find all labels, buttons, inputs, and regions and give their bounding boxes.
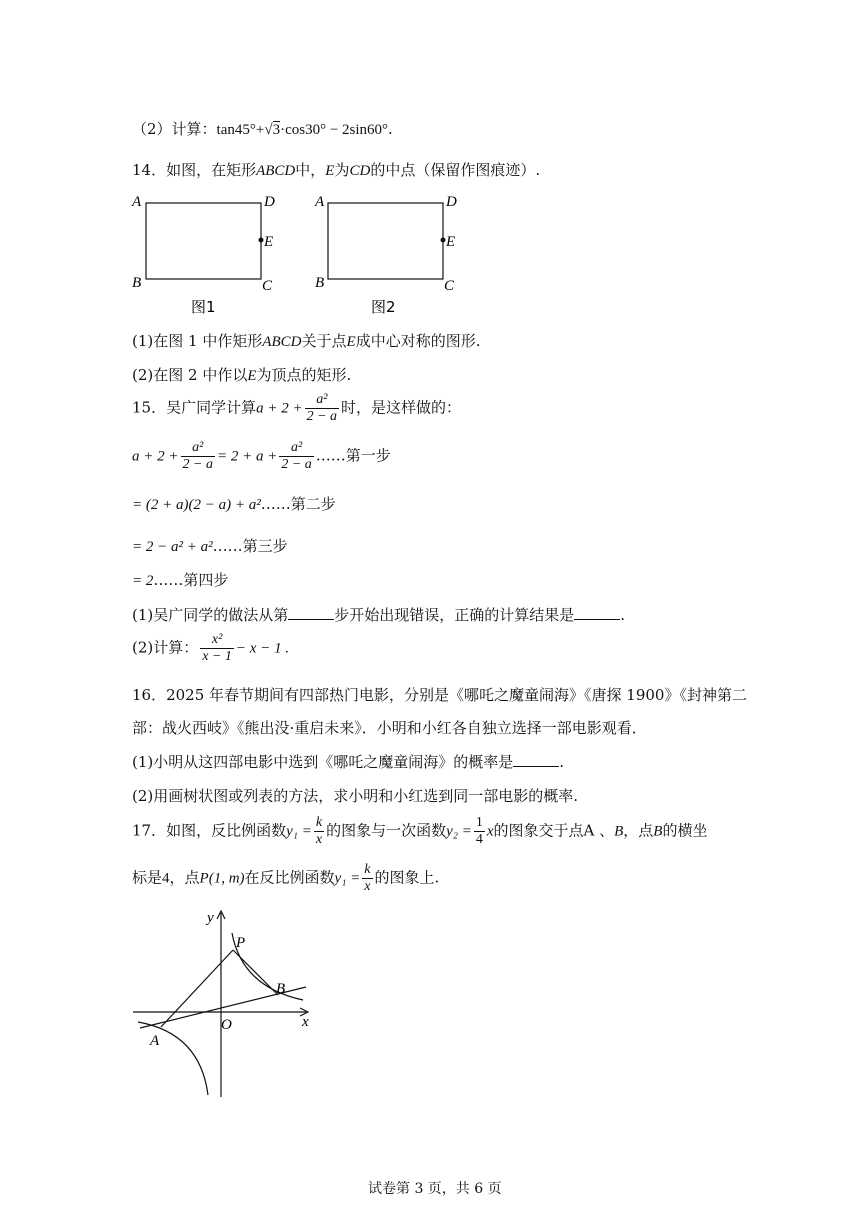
q13-expr-a: tan45° bbox=[216, 122, 256, 138]
label-o: O bbox=[221, 1017, 232, 1033]
q17-x: x bbox=[315, 832, 323, 847]
q15-step1-den1: 2 − a bbox=[182, 457, 213, 472]
q15-step1-mid: = 2 + a + bbox=[216, 448, 278, 465]
q17-l2-four: 4 bbox=[162, 870, 170, 887]
q14-prefix: 14．如图，在矩形 bbox=[132, 161, 257, 179]
q17-b2: B bbox=[653, 823, 663, 840]
q16-line1: 16．2025 年春节期间有四部热门电影，分别是《哪吒之魔童闹海》《唐探 1900》《封神第二 bbox=[132, 686, 747, 704]
q15-p1-mid: 步开始出现错误，正确的计算结果是 bbox=[334, 606, 575, 624]
q14-cd: CD bbox=[349, 163, 371, 179]
segment-ap bbox=[161, 950, 233, 1027]
q15-step3-expr: = 2 − a² + a² bbox=[132, 539, 213, 555]
sqrt-sign: √ bbox=[264, 122, 273, 138]
q15-step4-expr: = 2 bbox=[132, 573, 154, 589]
q15-p1-prefix: (1)吴广同学的做法从第 bbox=[132, 606, 289, 624]
q15-step1-frac1 bbox=[181, 440, 215, 473]
fig1-label-c: C bbox=[262, 278, 273, 294]
q13-part2 bbox=[132, 118, 393, 139]
q17-line1 bbox=[132, 815, 707, 848]
q15-step4 bbox=[132, 569, 228, 590]
answer-blank[interactable] bbox=[288, 605, 334, 620]
q14-p2-prefix: (2)在图 2 中作以 bbox=[132, 366, 248, 384]
q15-frac-num: a² bbox=[305, 392, 339, 409]
q14-figures bbox=[128, 190, 468, 320]
fig1-label-d: D bbox=[264, 194, 275, 210]
q13-label: （2）计算： bbox=[132, 120, 217, 138]
label-a: A bbox=[150, 1033, 160, 1049]
q17-l2-suffix: 的图象上. bbox=[374, 868, 440, 887]
q15-p2-suffix: − x − 1 . bbox=[235, 640, 290, 657]
q17-line2 bbox=[132, 862, 439, 895]
q17-l2-x: x bbox=[364, 879, 371, 894]
q13-radicand: 3 bbox=[272, 122, 281, 138]
q16-part1 bbox=[132, 751, 564, 772]
q17-frac-quarter bbox=[474, 815, 485, 848]
q17-one: 1 bbox=[475, 815, 483, 830]
q15-prefix: 15．吴广同学计算 bbox=[132, 398, 257, 417]
q15-step1-den2: 2 − a bbox=[281, 457, 312, 472]
fig2-caption: 图2 bbox=[371, 298, 396, 316]
q17-l2-prefix: 标是 bbox=[132, 868, 163, 887]
q15-step3-label: ……第三步 bbox=[212, 537, 288, 555]
fig1-point-e bbox=[259, 238, 264, 243]
q17-x-after: x bbox=[486, 823, 494, 840]
q14-p1-abcd: ABCD bbox=[262, 334, 302, 350]
q17-k: k bbox=[315, 815, 323, 830]
fig1-label-e: E bbox=[264, 234, 274, 250]
q14-p2-suffix: 为顶点的矩形. bbox=[256, 366, 352, 384]
fig2-point-e bbox=[441, 238, 446, 243]
fig1-rectangle bbox=[146, 203, 261, 279]
q17-prefix: 17．如图，反比例函数 bbox=[132, 821, 287, 840]
q14-p2-e: E bbox=[247, 368, 257, 384]
q14-p1-mid: 关于点 bbox=[301, 332, 347, 350]
q13-end: . bbox=[388, 120, 393, 138]
q14-e: E bbox=[325, 163, 335, 179]
page-footer: 试卷第 3 页，共 6 页 bbox=[368, 1181, 502, 1197]
q15-part1 bbox=[132, 604, 625, 625]
q15-step1-num1: a² bbox=[181, 440, 215, 457]
q17-y2: y₂ = bbox=[446, 823, 472, 840]
q17-l2-k: k bbox=[364, 862, 371, 877]
label-p: P bbox=[236, 935, 246, 951]
q17-y1: y₁ = bbox=[286, 823, 312, 840]
q15-step2-expr: = (2 + a)(2 − a) + a² bbox=[132, 497, 261, 513]
q14-p1-suffix: 成中心对称的图形. bbox=[355, 332, 481, 350]
fig1-caption: 图1 bbox=[191, 298, 216, 316]
q17-b: B bbox=[614, 823, 624, 840]
q14-mid2: 为 bbox=[334, 161, 350, 179]
q16-p1-prefix: (1)小明从这四部电影中选到《哪吒之魔童闹海》的概率是 bbox=[132, 753, 514, 771]
q17-graph bbox=[128, 905, 328, 1105]
q17-l2-frac bbox=[362, 862, 372, 895]
segment-pb bbox=[233, 950, 278, 995]
q16-line2: 部：战火西岐》《熊出没·重启未来》．小明和小红各自独立选择一部电影观看． bbox=[132, 719, 647, 737]
q15-p1-end: . bbox=[620, 606, 626, 624]
q15-p2-fraction bbox=[200, 632, 234, 665]
q17-l2-y1: y₁ = bbox=[334, 870, 361, 887]
q14-part1 bbox=[132, 330, 480, 351]
q17-four: 4 bbox=[475, 832, 483, 847]
q15-p2-prefix: (2)计算： bbox=[132, 638, 199, 657]
fig2-rectangle bbox=[328, 203, 443, 279]
fig1-label-b: B bbox=[132, 275, 142, 291]
q15-step1 bbox=[132, 440, 391, 473]
q15-stem bbox=[132, 392, 461, 425]
q13-plus: + bbox=[255, 122, 265, 138]
q14-stem bbox=[132, 159, 540, 180]
hyperbola-q3 bbox=[138, 1022, 208, 1095]
label-y: y bbox=[207, 910, 214, 926]
q15-step1-label: ……第一步 bbox=[315, 446, 391, 465]
q17-mid: 的图象与一次函数 bbox=[326, 821, 447, 840]
q17-frac-kx bbox=[314, 815, 324, 848]
q15-step1-left: a + 2 + bbox=[132, 448, 179, 465]
q15-step1-num2: a² bbox=[279, 440, 313, 457]
q17-l2-mid2: 在反比例函数 bbox=[244, 868, 335, 887]
q15-expr-left: a + 2 + bbox=[256, 400, 303, 417]
q16-p1-end: . bbox=[559, 753, 565, 771]
q15-step2 bbox=[132, 493, 336, 514]
q14-p1-e: E bbox=[346, 334, 356, 350]
answer-blank[interactable] bbox=[513, 752, 559, 767]
q14-suffix: 的中点（保留作图痕迹）. bbox=[370, 161, 541, 179]
q17-l2-mid: ，点 bbox=[169, 868, 200, 887]
fig1-label-a: A bbox=[132, 194, 142, 210]
q15-p2-num: x² bbox=[200, 632, 234, 649]
q15-step3 bbox=[132, 535, 288, 556]
q17-mid3: ，点 bbox=[623, 821, 654, 840]
q15-fraction bbox=[305, 392, 339, 425]
q15-suffix: 时，是这样做的： bbox=[341, 398, 462, 417]
fig2-label-a: A bbox=[315, 194, 325, 210]
fig2-label-c: C bbox=[444, 278, 455, 294]
q17-mid2: 的图象交于点A 、 bbox=[493, 821, 615, 840]
q16-part2: (2)用画树状图或列表的方法，求小明和小红选到同一部电影的概率. bbox=[132, 787, 579, 805]
fig2-label-b: B bbox=[315, 275, 325, 291]
q14-p1-prefix: (1)在图 1 中作矩形 bbox=[132, 332, 263, 350]
q17-l2-p: P(1, m) bbox=[199, 870, 245, 887]
label-x: x bbox=[302, 1014, 309, 1030]
q14-part2 bbox=[132, 364, 351, 385]
q15-step2-label: ……第二步 bbox=[260, 495, 336, 513]
q14-mid: 中， bbox=[295, 161, 326, 179]
answer-blank[interactable] bbox=[574, 605, 620, 620]
q15-step4-label: ……第四步 bbox=[153, 571, 229, 589]
fig2-label-e: E bbox=[446, 234, 456, 250]
q14-abcd: ABCD bbox=[256, 163, 296, 179]
q17-suffix: 的横坐 bbox=[662, 821, 708, 840]
q15-part2 bbox=[132, 632, 289, 665]
fig2-label-d: D bbox=[446, 194, 457, 210]
q15-frac-den: 2 − a bbox=[306, 409, 338, 424]
q15-step1-frac2 bbox=[279, 440, 313, 473]
q13-expr-b: ·cos30° − 2sin60° bbox=[280, 122, 389, 138]
label-b: B bbox=[276, 981, 286, 997]
q15-p2-den: x − 1 bbox=[202, 649, 232, 664]
